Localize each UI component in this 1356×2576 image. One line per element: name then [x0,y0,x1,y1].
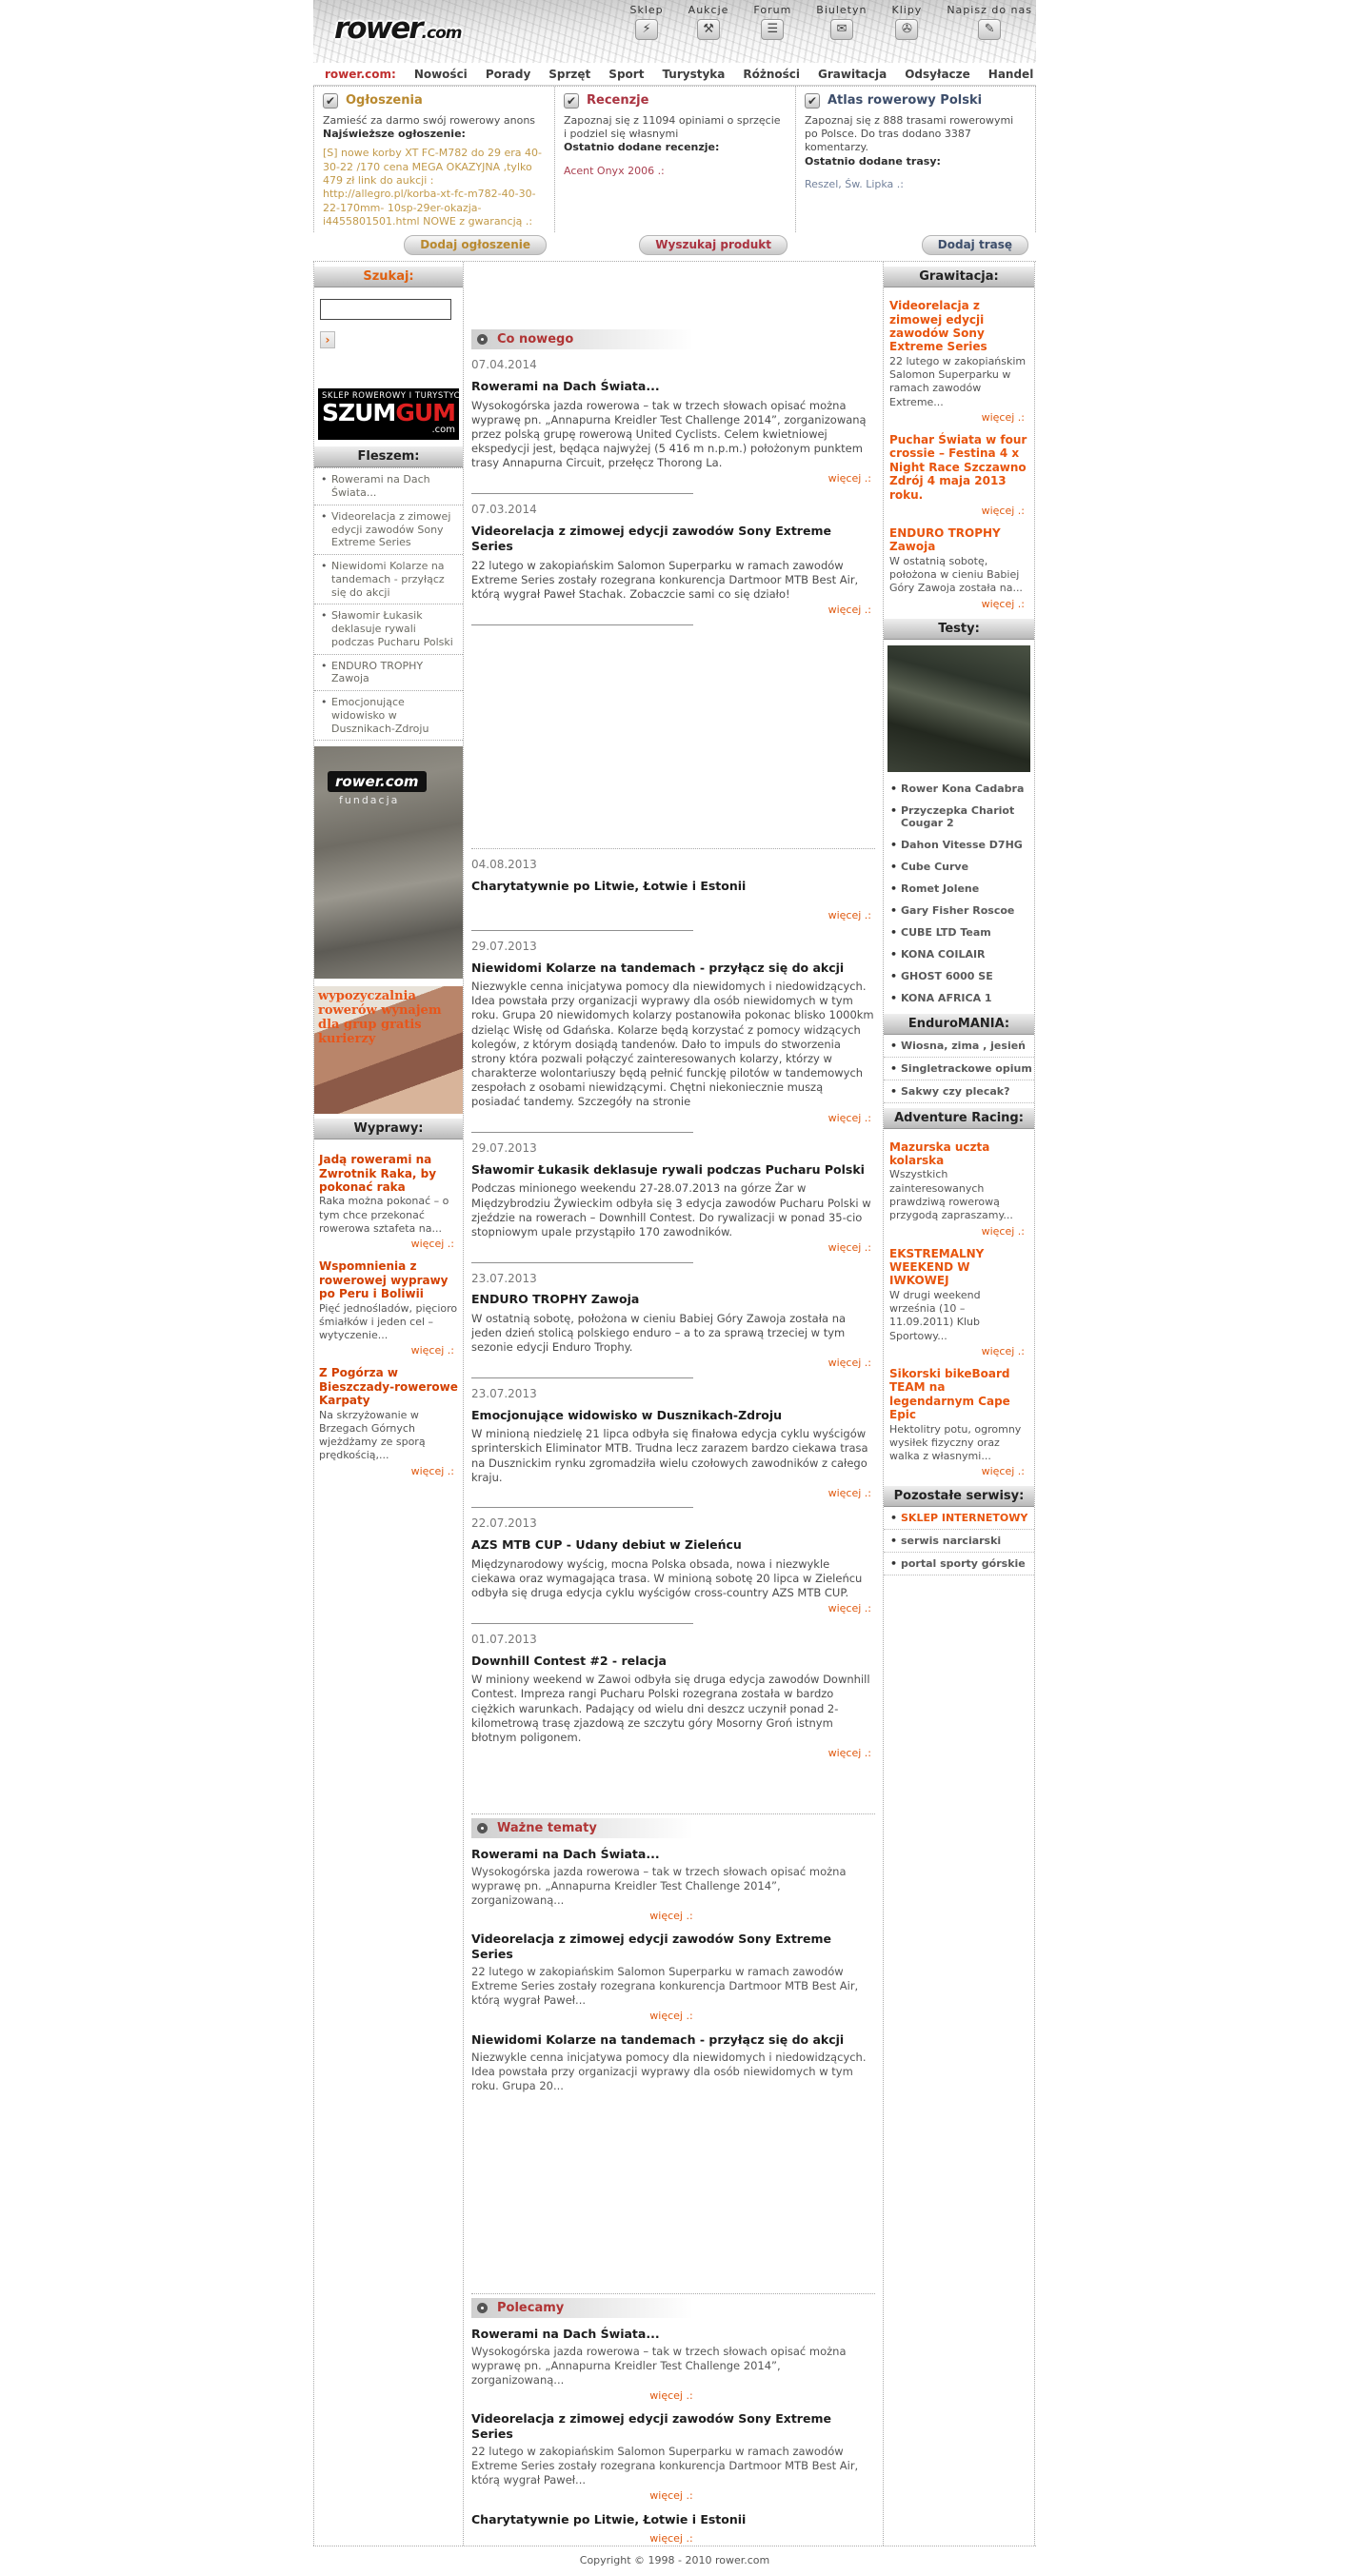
promo-intro: Zapoznaj się z 888 trasami rowerowymi po Polsce. Do tras dodano 3387 komentarzy. [805,113,1014,154]
promo-box-atlas [795,87,1036,232]
empty-space [471,625,875,849]
divider [471,1623,693,1624]
teaser-body: Wysokogórska jazda rowerowa – tak w trzech słowach opisać można wyprawę pn. „Annapurna Kreidler Test Challenge 2014”, zorganizowaną... [471,2344,847,2387]
article [471,1272,875,1378]
more-link[interactable]: więcej .: [649,2010,693,2023]
header-menu-klipy[interactable] [892,4,923,40]
wazne-tematy-section [471,1813,875,2093]
promo-label: Najświeższe ogłoszenie: [323,128,466,141]
wyprawa-item [319,1366,458,1476]
test-bike-photo[interactable] [887,645,1030,772]
co-nowego-header [471,329,875,349]
section-title: Co nowego [497,332,574,347]
more-link[interactable]: więcej .: [828,1486,871,1499]
promo-link[interactable]: Reszel, Św. Lipka .: [805,178,904,191]
more-link[interactable]: więcej .: [981,597,1025,610]
teaser-title[interactable]: Videorelacja z zimowej edycji zawodów Sony Extreme Series [471,2410,831,2442]
teaser-title[interactable]: Charytatywnie po Litwie, Łotwie i Estonii [471,2511,747,2526]
enduromania-item[interactable]: • Singletrackowe opium [884,1058,1034,1080]
pozostale-list [884,1507,1034,1575]
nav-item-handel[interactable]: Handel [987,67,1034,81]
promo-boxes [313,86,1036,232]
search-product-button[interactable]: Wyszukaj produkt [639,235,788,255]
menu-label: Forum [753,4,792,16]
promo-buttons [313,232,1036,262]
article-date: 23.07.2013 [471,1271,537,1285]
site-header [313,0,1036,63]
nav-item-sport[interactable]: Sport [608,67,645,81]
wyprawa-title[interactable]: Wspomnienia z rowerowej wyprawy po Peru i Boliwii [319,1259,449,1301]
wyprawa-body: Raka można pokonać – o tym chce przekonać rowerowa sztafeta na... [319,1195,449,1236]
article [471,358,875,494]
nav-item-porady[interactable]: Porady [485,67,531,81]
grawitacja-item [889,299,1028,424]
search-submit-button[interactable]: › [320,331,335,348]
search-input[interactable] [320,299,451,320]
article [471,1387,875,1509]
item-body: W drugi weekend września (10 – 11.09.2011) Klub Sportowy... [889,1288,981,1342]
article-title[interactable]: Emocjonujące widowisko w Dusznikach-Zdroju [471,1407,783,1422]
article-body: Wysokogórska jazda rowerowa – tak w trzech słowach opisać można wyprawę pn. „Annapurna Kreidler Test Challenge 2014”, zorganizowaną przez polską grupę rowerową United Cyclists. Celem kwietniowej ekspedycji jest, będąca najwyżej (5 416 m n.p.m.) położonym punktem trasy Annapurna Circuit, przełęcz Thorong La. [471,398,867,470]
section-title: Polecamy [497,2300,565,2315]
article-title[interactable]: Charytatywnie po Litwie, Łotwie i Estonii [471,878,747,893]
fleszem-section-title: Fleszem: [314,446,463,467]
teaser-body: Wysokogórska jazda rowerowa – tak w trzech słowach opisać można wyprawę pn. „Annapurna Kreidler Test Challenge 2014”, zorganizowaną... [471,1864,847,1907]
more-link[interactable]: więcej .: [649,2531,693,2545]
checkbox-icon: ✔ [323,93,338,109]
fleszem-item[interactable]: • Emocjonujące widowisko w Dusznikach-Zdroju [314,691,463,741]
article [471,1516,875,1623]
fleszem-item[interactable]: • Rowerami na Dach Świata... [314,467,463,505]
wyprawa-title[interactable]: Z Pogórza w Bieszczady-rowerowe Karpaty [319,1366,458,1408]
test-item[interactable]: • Rower Kona Cadabra [884,778,1034,800]
grawitacja-item [889,433,1028,517]
more-link[interactable]: więcej .: [410,1464,454,1477]
adventure-item [889,1140,1028,1238]
article [471,1633,875,1761]
testy-section-title: Testy: [884,618,1034,640]
adventure-item [889,1367,1028,1477]
item-title[interactable]: ENDURO TROPHY Zawoja [889,525,1001,554]
main-nav [313,63,1036,86]
article-date: 29.07.2013 [471,1141,537,1156]
promo-link[interactable]: [S] nowe korby XT FC-M782 do 29 era 40-30-22 /170 cena MEGA OKAZYJNA ,tylko 479 zł link do aukcji : http://allegro.pl/korba-xt-fc-m782-40-30-22-170mm- 10sp-29er-okazja-i4455801501.html NOWE z gwarancją .: [323,147,542,228]
circle-icon [477,334,488,345]
article-date: 22.07.2013 [471,1516,537,1531]
teaser [471,2032,875,2093]
test-item[interactable]: • Przyczepka Chariot Cougar 2 [884,800,1034,834]
testy-list [884,778,1034,1009]
enduromania-list [884,1035,1034,1103]
enduromania-item[interactable]: • Sakwy czy plecak? [884,1080,1034,1103]
szumgum-ad[interactable] [318,388,478,440]
fleszem-item[interactable]: • ENDURO TROPHY Zawoja [314,655,463,692]
empty-space [471,2093,875,2293]
site-logo[interactable] [334,11,461,46]
more-link[interactable]: więcej .: [828,1602,871,1615]
article-body: W ostatnią sobotę, położona w cieniu Babiej Góry Zawoja została na jeden dzień stolicą polskiego enduro – a to za sprawą trzeciej w tym sezonie edycji Enduro Trophy. [471,1311,847,1355]
search-area [314,287,463,356]
fleszem-item[interactable]: • Videorelacja z zimowej edycji zawodów Sony Extreme Series [314,505,463,555]
teaser-title[interactable]: Niewidomi Kolarze na tandemach - przyłącz się do akcji [471,2031,845,2047]
divider [471,930,693,931]
teaser [471,2411,875,2504]
enduromania-item[interactable]: • Wiosna, zima , jesień [884,1035,1034,1058]
wyprawa-item [319,1259,458,1357]
divider [471,493,693,494]
more-link[interactable]: więcej .: [828,1357,871,1370]
more-link[interactable]: więcej .: [828,909,871,922]
right-sidebar [884,262,1035,2546]
more-link[interactable]: więcej .: [828,604,871,617]
nav-item-turystyka[interactable]: Turystyka [662,67,726,81]
teaser [471,2512,875,2546]
circle-icon [477,1823,488,1833]
nav-brand: rower.com: [325,67,396,81]
teaser-title[interactable]: Rowerami na Dach Świata... [471,2326,660,2341]
logo-text: rower [334,11,422,46]
item-title[interactable]: EKSTREMALNY WEEKEND W IWKOWEJ [889,1246,985,1288]
more-link[interactable]: więcej .: [649,1909,693,1922]
checkbox-icon: ✔ [805,93,820,109]
test-item[interactable]: • Cube Curve [884,856,1034,878]
more-link[interactable]: więcej .: [828,1241,871,1255]
section-title: Ważne tematy [497,1820,597,1835]
more-link[interactable]: więcej .: [649,2388,693,2402]
fleszem-item[interactable]: • Niewidomi Kolarze na tandemach - przyłącz się do akcji [314,555,463,604]
polecamy-section [471,2293,875,2546]
more-link[interactable]: więcej .: [981,1224,1025,1238]
wyprawa-body: Na skrzyżowanie w Brzegach Górnych wjeżdżamy ze sporą prędkością,... [319,1408,426,1462]
page [313,0,1036,2576]
article-date: 23.07.2013 [471,1386,537,1400]
article-date: 04.08.2013 [471,857,537,871]
more-link[interactable]: więcej .: [981,1465,1025,1478]
promo-title: Ogłoszenia [346,93,423,108]
pozostale-section-title: Pozostałe serwisy: [884,1485,1034,1507]
wazne-tematy-header [471,1818,875,1838]
hammer-icon[interactable]: ⚒ [697,19,720,40]
ad-tagline: SKLEP ROWEROWY I TURYSTYCZNY [322,391,478,402]
checkbox-icon: ✔ [564,93,579,109]
article-title[interactable]: AZS MTB CUP - Udany debiut w Zieleńcu [471,1537,742,1553]
test-item[interactable]: • CUBE LTD Team [884,921,1034,943]
ad-brand: SZUMGUM [322,399,456,427]
nav-item-grawitacja[interactable]: Grawitacja [818,67,887,81]
article-body: Międzynarodowy wyścig, mocna Polska obsada, nowa i niezwykle ciekawa oraz wymagająca trasa. W minioną sobotę 20 lipca w Zieleńcu odbyła się druga edycja cyklu wyścigów cross-country AZS MTB CUP. [471,1556,863,1600]
rental-ad[interactable] [314,986,463,1114]
logo-suffix: .com [421,24,462,43]
envelope-icon[interactable]: ✉ [830,19,853,40]
enduromania-section-title: EnduroMANIA: [884,1013,1034,1035]
item-body: 22 lutego w zakopiańskim Salomon Superparku w ramach zawodów Extreme... [889,354,1027,408]
add-ad-button[interactable]: Dodaj ogłoszenie [404,235,547,255]
article [471,503,875,625]
main-column [463,262,884,2546]
header-menu-sklep[interactable] [630,4,664,40]
pencil-icon[interactable]: ✎ [978,19,1001,40]
divider [471,1377,693,1378]
divider [471,1132,693,1133]
article [471,1141,875,1263]
divider [471,1262,693,1263]
test-item[interactable]: • GHOST 6000 SE [884,965,1034,987]
search-section-title: Szukaj: [314,266,463,287]
wyprawy-section-title: Wyprawy: [314,1118,463,1139]
film-reel-icon[interactable]: ✇ [895,19,918,40]
adventure-section-title: Adventure Racing: [884,1107,1034,1129]
promo-intro: Zapoznaj się z 11094 opiniami o sprzęcie i podziel się własnymi [564,113,781,141]
wyprawy-list [314,1139,463,1482]
promo-link[interactable]: Acent Onyx 2006 .: [564,164,665,177]
more-link[interactable]: więcej .: [981,1344,1025,1357]
article-title[interactable]: Sławomir Łukasik deklasuje rywali podczas Pucharu Polski [471,1161,865,1177]
promo-label: Ostatnio dodane trasy: [805,154,941,168]
item-title[interactable]: Puchar Świata w four crossie – Festina 4 x Night Race Szczawno Zdrój 4 maja 2013 roku. [889,433,1027,502]
header-menu [630,4,1033,40]
ad-domain: .com [431,425,455,436]
more-link[interactable]: więcej .: [981,411,1025,425]
fundacja-label: fundacja [339,794,400,807]
menu-label: Biuletyn [816,4,867,16]
test-item[interactable]: • Dahon Vitesse D7HG [884,834,1034,856]
promo-label: Ostatnio dodane recenzje: [564,141,720,154]
fundacja-banner[interactable] [314,746,463,979]
item-title[interactable]: Mazurska uczta kolarska [889,1139,990,1168]
left-sidebar [313,262,478,2546]
article-title[interactable]: ENDURO TROPHY Zawoja [471,1292,640,1307]
teaser-title[interactable]: Videorelacja z zimowej edycji zawodów Sony Extreme Series [471,1931,831,1962]
article-body: Niezwykle cenna inicjatywa pomocy dla niewidomych i niedowidzących. Idea powstała przy organizacji wyprawy dla osób niewidomych w tym roku. Grupa 20 niewidomych kolarzy postanowiła pokonac blisko 1000km dzieląc Wisłę od Gdańska. Kolarze będą korzystać z pomocy widzących kolegów, z którym dosiądą tandenów. Dało to impuls do stworzenia strony która pozwali połączyć zainteresowanych kolarzy, którzy w charakterze wolontariuszy będą pełnić funckję pilotów w tandemowych zespołach z osobami niewidzącymi. Chętni niekoniecznie muszą posiadać tandemy. Szczegóły na stronie [471,980,874,1109]
copyright-text: Copyright © 1998 - 2010 rower.com [579,2554,770,2567]
test-item[interactable]: • KONA AFRICA 1 [884,987,1034,1009]
more-link[interactable]: więcej .: [828,472,871,485]
rental-ad-text: wypozyczalnia rowerów wynajem dla grup gratis kurierzy [318,989,442,1047]
article-date: 01.07.2013 [471,1632,537,1646]
promo-title: Atlas rowerowy Polski [828,93,983,108]
teaser [471,1932,875,2024]
article [471,858,875,931]
teaser-body: 22 lutego w zakopiańskim Salomon Superparku w ramach zawodów Extreme Series zostały rozegrana konkurencja Dartmoor MTB Best Air, którą wygrał Paweł... [471,1965,859,2008]
header-menu-forum[interactable] [753,4,791,40]
teaser-title[interactable]: Rowerami na Dach Świata... [471,1846,660,1861]
promo-intro: Zamieść za darmo swój rowerowy anons [323,113,536,127]
more-link[interactable]: więcej .: [828,1111,871,1124]
article-body: Podczas minionego weekendu 27-28.07.2013 na górze Żar w Międzybrodziu Żywieckim odbyła się 3 edycja zawodów Pucharu Polski w zjeździe na rowerach – Downhill Contest. Do rywalizacji w ponad 35-cio stopniowym upale przystąpiło 170 zawodników. [471,1181,871,1238]
teaser-body: 22 lutego w zakopiańskim Salomon Superparku w ramach zawodów Extreme Series zostały rozegrana konkurencja Dartmoor MTB Best Air, którą wygrał Paweł... [471,2445,859,2487]
grawitacja-list [884,287,1034,613]
pozostale-item[interactable]: • SKLEP INTERNETOWY [884,1507,1034,1530]
article-body: W minioną niedzielę 21 lipca odbyła się finałowa edycja cyklu wyścigów sprinterskich Eliminator MTB. Trudna lecz zarazem bardzo ciekawa trasa na Dusznickim rynku zgromadziła wielu czołowych zawodników z całego kraju. [471,1427,868,1484]
nav-item-nowosci[interactable]: Nowości [413,67,468,81]
more-link[interactable]: więcej .: [410,1238,454,1251]
circle-icon [477,2303,488,2313]
wyprawa-title[interactable]: Jadą rowerami na Zwrotnik Raka, by pokonać raka [319,1153,437,1195]
article-body: W miniony weekend w Zawoi odbyła się druga edycja zawodów Downhill Contest. Impreza rangi Pucharu Polski rozegrana została w bardzo ciężkich warunkach. Padający od wielu dni deszcz uczynił ponad 2-kilometrową trasę zjazdową ze szczytu góry Mosorny Groń istnym błotnym poligonem. [471,1673,870,1744]
item-body: Hektolitry potu, ogromny wysiłek fizyczny oraz walka z własnymi... [889,1422,1022,1463]
nav-item-roznosci[interactable]: Różności [743,67,800,81]
article-title[interactable]: Downhill Contest #2 - relacja [471,1653,667,1668]
header-menu-biuletyn[interactable] [816,4,867,40]
article-title[interactable]: Niewidomi Kolarze na tandemach - przyłącz się do akcji [471,960,845,975]
menu-label: Klipy [891,4,923,16]
grawitacja-item [889,526,1028,610]
lightning-icon[interactable]: ⚡ [635,19,658,40]
article [471,940,875,1133]
promo-box-ogloszenia [313,87,554,232]
fleszem-item[interactable]: • Sławomir Łukasik deklasuje rywali podczas Pucharu Polski [314,604,463,654]
more-link[interactable]: więcej .: [649,2489,693,2503]
menu-label: Napisz do nas [947,4,1032,16]
columns [313,262,1036,2546]
article-body: 22 lutego w zakopiańskim Salomon Superparku w ramach zawodów Extreme Series zostały rozegrana konkurencja Dartmoor MTB Best Air, którą wygrał Paweł Stachak. Zobaczcie sami co się działo! [471,558,859,602]
add-route-button[interactable]: Dodaj trasę [922,235,1028,255]
fleszem-list [314,467,463,741]
test-item[interactable]: • Gary Fisher Roscoe [884,900,1034,921]
more-link[interactable]: więcej .: [410,1344,454,1357]
article-title[interactable]: Videorelacja z zimowej edycji zawodów Sony Extreme Series [471,523,831,554]
header-menu-aukcje[interactable] [688,4,729,40]
teaser-body: Niezwykle cenna inicjatywa pomocy dla niewidomych i niedowidzących. Idea powstała przy organizacji wyprawy dla osób niewidomych w tym roku. Grupa 20... [471,2050,867,2092]
nav-item-sprzet[interactable]: Sprzęt [548,67,591,81]
pozostale-item[interactable]: • serwis narciarski [884,1530,1034,1553]
article-date: 07.03.2014 [471,502,537,516]
speech-bubble-icon[interactable]: ☰ [761,19,784,40]
wyprawa-body: Pięć jednośladów, pięcioro śmiałków i jeden cel – wytyczenie... [319,1301,458,1342]
menu-label: Sklep [629,4,664,16]
more-link[interactable]: więcej .: [828,1747,871,1760]
menu-label: Aukcje [688,4,729,16]
promo-box-recenzje [554,87,795,232]
header-menu-napisz[interactable] [947,4,1032,40]
nav-item-odsylacze[interactable]: Odsyłacze [905,67,970,81]
wyprawa-item [319,1153,458,1250]
polecamy-header [471,2298,875,2318]
adventure-list [884,1129,1034,1482]
more-link[interactable]: więcej .: [981,504,1025,517]
teaser [471,2327,875,2403]
divider [471,1507,693,1508]
item-body: W ostatnią sobotę, położona w cieniu Babiej Góry Zawoja została na... [889,554,1023,595]
item-title[interactable]: Sikorski bikeBoard TEAM na legendarnym Cape Epic [889,1366,1010,1422]
article-date: 07.04.2014 [471,358,537,372]
item-body: Wszystkich zainteresowanych prawdziwą rowerową przygodą zapraszamy... [889,1168,1013,1222]
article-title[interactable]: Rowerami na Dach Świata... [471,379,660,394]
pozostale-item[interactable]: • portal sporty górskie [884,1553,1034,1575]
grawitacja-section-title: Grawitacja: [884,266,1034,287]
test-item[interactable]: • KONA COILAIR [884,943,1034,965]
adventure-item [889,1247,1028,1357]
empty-space [471,1761,875,1813]
promo-title: Recenzje [587,93,649,108]
test-item[interactable]: • Romet Jolene [884,878,1034,900]
article-date: 29.07.2013 [471,939,537,953]
fundacja-logo: rower.com [328,771,427,792]
item-title[interactable]: Videorelacja z zimowej edycji zawodów Sony Extreme Series [889,299,987,354]
teaser [471,1847,875,1923]
